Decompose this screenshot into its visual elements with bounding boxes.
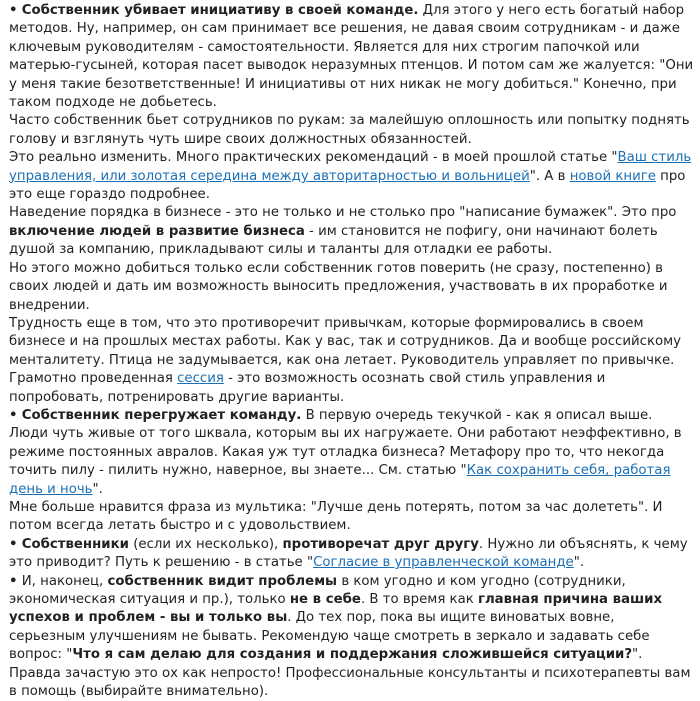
paragraph-text: ". xyxy=(632,647,643,663)
paragraph xyxy=(9,499,694,536)
bullet-paragraph-owners-conflict xyxy=(9,536,694,573)
paragraph-text: Мне больше нравится фраза из мультика: "Лучше день потерять, потом за час долететь". И потом всегда летать быстро и с удовольствием. xyxy=(9,499,663,534)
paragraph-text: . До тех пор, пока вы ищите виноватых вовне, серьезным улучшениям не бывать. Рекомендую чаще смотреть в зеркало и задавать себе вопрос: " xyxy=(9,610,650,663)
link-team-agreement-article[interactable]: Согласие в управленческой команде xyxy=(313,555,574,571)
paragraph-text: (если их несколько), xyxy=(128,536,283,552)
paragraph-text: ". xyxy=(92,481,103,497)
bold-phrase: собственник видит проблемы xyxy=(107,573,338,589)
bullet-icon: • xyxy=(9,536,18,552)
paragraph-text: ". xyxy=(573,555,585,571)
paragraph-text: Трудность еще в том, что это противоречит привычкам, которые формировались в своем бизнесе и на прошлых местах работы. Как у вас, так и сотрудников. Да и вообще российскому менталитету. Птица не задумывается, как она летает. Руководитель управляет по привычке. Грамотно проведенная xyxy=(9,315,682,387)
paragraph xyxy=(9,112,694,149)
bold-heading: Собственники xyxy=(21,536,129,552)
bold-question: Что я сам делаю для создания и поддержания сложившейся ситуации? xyxy=(72,647,633,663)
bullet-icon: • xyxy=(9,407,18,423)
paragraph-text: Часто собственник бьет сотрудников по рукам: за малейшую оплошность или попытку поднять голову и взглянуть чуть шире своих должностных обязанностей. xyxy=(9,113,690,147)
paragraph-text: Для этого у него есть богатый набор методов. Ну, например, он сам принимает все решения, не давая своим сотрудникам - и даже ключевым руководителям - самостоятельности. Является для них строгим папочкой или матерью-гусыней, которая пасет выводок неразумных птенцов. И потом сам же жалуется: "Они у меня такие безответственные! И инициативы от них никак не могу добиться." Конечно, при таком подходе не добьетесь. xyxy=(9,3,694,111)
bold-heading: Собственник убивает инициативу в своей команде. xyxy=(21,3,419,18)
bullet-paragraph-initiative xyxy=(9,2,694,112)
paragraph-text: - это возможность осознать свой стиль управления и попробовать, потренировать другие варианты. xyxy=(9,371,606,405)
paragraph-text: Наведение порядка в бизнесе - это не только и не столько про "написание бумажек". Это про xyxy=(9,205,677,221)
article-body xyxy=(9,2,694,701)
link-save-yourself-article[interactable]: Как сохранить себя, работая день и ночь xyxy=(9,463,671,497)
paragraph-text: . Нужно ли объяснять, к чему это приводит? Путь к решению - в статье " xyxy=(9,536,688,571)
paragraph-text: В первую очередь текучкой - как я описал выше. Люди чуть живые от того шквала, которым вы их нагружаете. Они работают неэффективно, в режиме постоянных авралов. Какая уж тут отладка бизнеса? Метафору про то, что некогда точить пилу - пилить нужно, наверное, вы знаете... См. статью " xyxy=(9,407,682,479)
paragraph-text: в ком угодно и ком угодно (сотрудники, экономическая ситуация и пр.), только xyxy=(9,573,626,607)
link-new-book[interactable]: новой книге xyxy=(569,168,656,184)
paragraph-text: Но этого можно добиться только если собственник готов поверить (не сразу, постепенно) в своих людей и дать им возможность выносить предложения, участвовать в их проработке и внедрении. xyxy=(9,260,668,313)
paragraph-text: . В то время как xyxy=(360,592,478,607)
paragraph xyxy=(9,260,694,315)
bold-phrase: включение людей в развитие бизнеса xyxy=(9,223,305,239)
paragraph-text: Это реально изменить. Много практических рекомендаций - в моей прошлой статье " xyxy=(9,150,618,166)
link-management-style-article[interactable]: Ваш стиль управления, или золотая середина между авторитарностью и вольницей xyxy=(9,150,692,184)
paragraph xyxy=(9,315,694,407)
bullet-icon: • xyxy=(9,3,18,18)
paragraph xyxy=(9,149,694,204)
bold-phrase: главная причина ваших успехов и проблем - вы и только вы xyxy=(9,592,663,626)
bold-phrase: не в себе xyxy=(289,592,361,607)
paragraph-text: - им становится не пофигу, они начинают болеть душой за компанию, прикладывают силы и таланты для отладки ее работы. xyxy=(9,223,658,258)
paragraph-text: Правда зачастую это ох как непросто! Профессиональные консультанты и психотерапевты вам в помощь (выбирайте внимательно). xyxy=(9,665,691,700)
bullet-paragraph-blame xyxy=(9,573,694,665)
bold-heading: Собственник перегружает команду. xyxy=(21,407,302,423)
paragraph xyxy=(9,204,694,259)
link-session[interactable]: сессия xyxy=(177,371,224,387)
bullet-paragraph-overload xyxy=(9,407,694,499)
paragraph-text: ". А в xyxy=(529,168,570,184)
paragraph-text: про это еще гораздо подробнее. xyxy=(9,168,686,203)
paragraph-text: И, наконец, xyxy=(17,573,108,589)
bullet-icon: • xyxy=(9,573,18,589)
bold-phrase: противоречат друг другу xyxy=(282,536,479,552)
paragraph xyxy=(9,665,694,701)
